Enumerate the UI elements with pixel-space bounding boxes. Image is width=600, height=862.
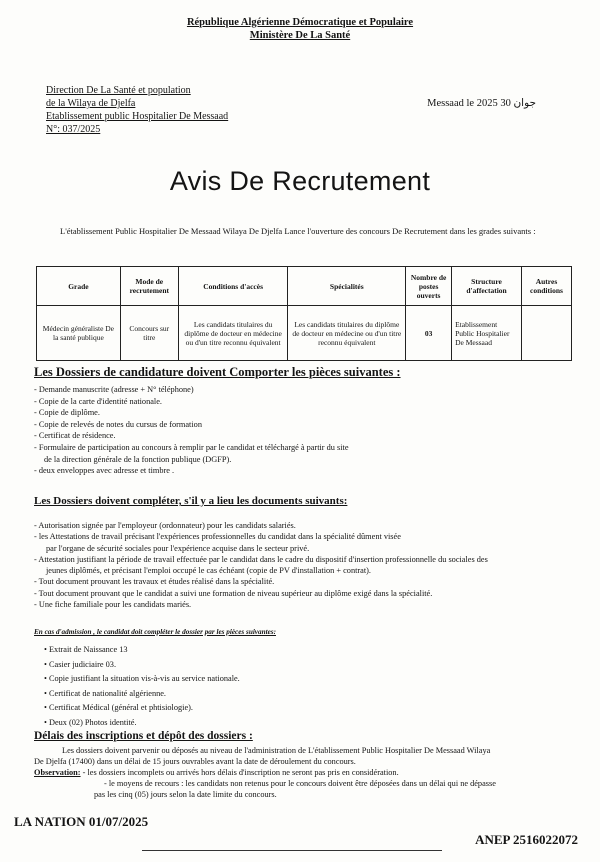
establishment-line: Etablissement public Hospitalier De Messaad xyxy=(46,111,229,122)
footer-divider xyxy=(142,850,442,851)
list-item: - Copie de la carte d'identité nationale. xyxy=(34,396,162,406)
list-item: - Copie de relevés de notes du cursus de formation xyxy=(34,419,202,429)
header-specialites: Spécialités xyxy=(288,267,406,306)
cell-structure: Etablissement Public Hospitalier De Messaad xyxy=(452,306,522,361)
list-item: • Certificat de nationalité algérienne. xyxy=(44,688,167,698)
list-item: • Copie justifiant la situation vis-à-vis au service nationale. xyxy=(44,674,240,684)
cell-mode: Concours sur titre xyxy=(120,306,178,361)
newspaper-reference: LA NATION 01/07/2025 xyxy=(14,814,149,829)
document-header xyxy=(0,17,600,41)
list-item: - Tout document prouvant les travaux et études réalisé dans la spécialité. xyxy=(34,577,275,587)
observation-line xyxy=(34,767,582,778)
anep-reference: ANEP 2516022072 xyxy=(475,832,578,847)
wilaya-line: de la Wilaya de Djelfa xyxy=(46,98,136,109)
cell-grade: Médecin généraliste De la santé publique xyxy=(37,306,121,361)
list-item: - Copie de diplôme. xyxy=(34,408,100,418)
cell-autres xyxy=(521,306,571,361)
list-item: - Certificat de résidence. xyxy=(34,431,116,441)
list-item: - Autorisation signée par l'employeur (ordonnateur) pour les candidats salariés. xyxy=(34,521,296,530)
list-item: - Attestation justifiant la période de travail effectuée par le candidat dans le cadre du dispositif d'insertion professionnelle du sociales des xyxy=(34,554,488,564)
reference-number: N°: 037/2025 xyxy=(46,124,101,135)
deadline-line: De Djelfa (17400) dans un délai de 15 jours ouvrables avant la date de déroulement du concours. xyxy=(34,757,356,766)
list-item: jeunes diplômés, et précisant l'emploi occupé le cas échéant (copie de PV d'installation + contrat). xyxy=(46,566,371,576)
intro-paragraph: L'établissement Public Hospitalier De Messaad Wilaya De Djelfa Lance l'ouverture des concours De Recrutement dans les grades suivants : xyxy=(60,226,536,236)
list-item: • Extrait de Naissance 13 xyxy=(44,645,128,654)
list-item: - Demande manuscrite (adresse + N° téléphone) xyxy=(34,385,194,394)
header-structure: Structure d'affectation xyxy=(452,267,522,306)
deadline-paragraph xyxy=(34,745,582,800)
complementary-documents-list xyxy=(34,520,582,610)
recourse-line: - le moyens de recours : les candidats non retenus pour le concours doivent être déposées dans un délai qui ne dépasse xyxy=(104,779,496,788)
header-grade: Grade xyxy=(37,267,121,306)
cell-conditions: Les candidats titulaires du diplôme de docteur en médecine ou d'un titre reconnu équivalent xyxy=(178,306,288,361)
header-autres: Autres conditions xyxy=(521,267,571,306)
document-title: Avis De Recrutement xyxy=(169,166,431,196)
observation-text: - les dossiers incomplets ou arrivés hors délais d'inscription ne seront pas pris en considération. xyxy=(82,768,399,777)
document-date: Messaad le 2025 جوان 30 xyxy=(427,98,536,109)
ministry-line: Ministère De La Santé xyxy=(249,30,351,41)
table-row xyxy=(37,306,572,361)
section-heading-delais: Délais des inscriptions et dépôt des dossiers : xyxy=(34,730,253,742)
header-mode: Mode de recrutement xyxy=(120,267,178,306)
header-conditions: Conditions d'accès xyxy=(178,267,288,306)
section-heading-dossiers: Les Dossiers de candidature doivent Comporter les pièces suivantes : xyxy=(34,365,401,379)
direction-line: Direction De La Santé et population xyxy=(46,85,191,96)
list-item: de la direction générale de la fonction publique (DGFP). xyxy=(44,454,232,464)
list-item: - Tout document prouvant que le candidat a suivi une formation de niveau supérieur au diplôme exigé dans la spécialité. xyxy=(34,588,433,598)
list-item: • Casier judiciaire 03. xyxy=(44,659,117,669)
list-item: - deux enveloppes avec adresse et timbre . xyxy=(34,466,175,476)
republic-line: République Algérienne Démocratique et Populaire xyxy=(186,17,414,28)
required-documents-list xyxy=(34,384,574,477)
cell-specialites: Les candidats titulaires du diplôme de docteur en médecine ou d'un titre reconnu équivalent xyxy=(288,306,406,361)
list-item: - Formulaire de participation au concours à remplir par le candidat et téléchargé à partir du site xyxy=(34,442,349,452)
recruitment-table xyxy=(36,266,572,361)
list-item: - Une fiche familiale pour les candidats mariés. xyxy=(34,600,192,610)
recourse-line-cont: pas les cinq (05) jours selon la date limite du concours. xyxy=(94,790,277,799)
section-heading-admission: En cas d'admission , le candidat doit compléter le dossier par les pièces suivantes: xyxy=(34,628,276,636)
admission-documents-list xyxy=(44,643,240,731)
section-heading-complements: Les Dossiers doivent compléter, s'il y a lieu les documents suivants: xyxy=(34,495,348,507)
list-item: • Deux (02) Photos identité. xyxy=(44,717,137,727)
list-item: - les Attestations de travail précisant l'expériences professionnelles du candidat dans la spécialité dûment visée xyxy=(34,532,401,542)
list-item: • Certificat Médical (général et phtisiologie). xyxy=(44,703,193,713)
observation-label: Observation: xyxy=(34,768,81,777)
table-header-row xyxy=(37,267,572,306)
header-postes: Nombre de postes ouverts xyxy=(406,267,452,306)
deadline-line: Les dossiers doivent parvenir ou déposés au niveau de l'administration de L'établissement Public Hospitalier De Messaad Wilaya xyxy=(62,746,491,755)
cell-postes: 03 xyxy=(406,306,452,361)
list-item: par l'organe de sécurité sociales pour l'expérience acquise dans le secteur privé. xyxy=(46,543,310,553)
sender-block xyxy=(46,84,228,136)
